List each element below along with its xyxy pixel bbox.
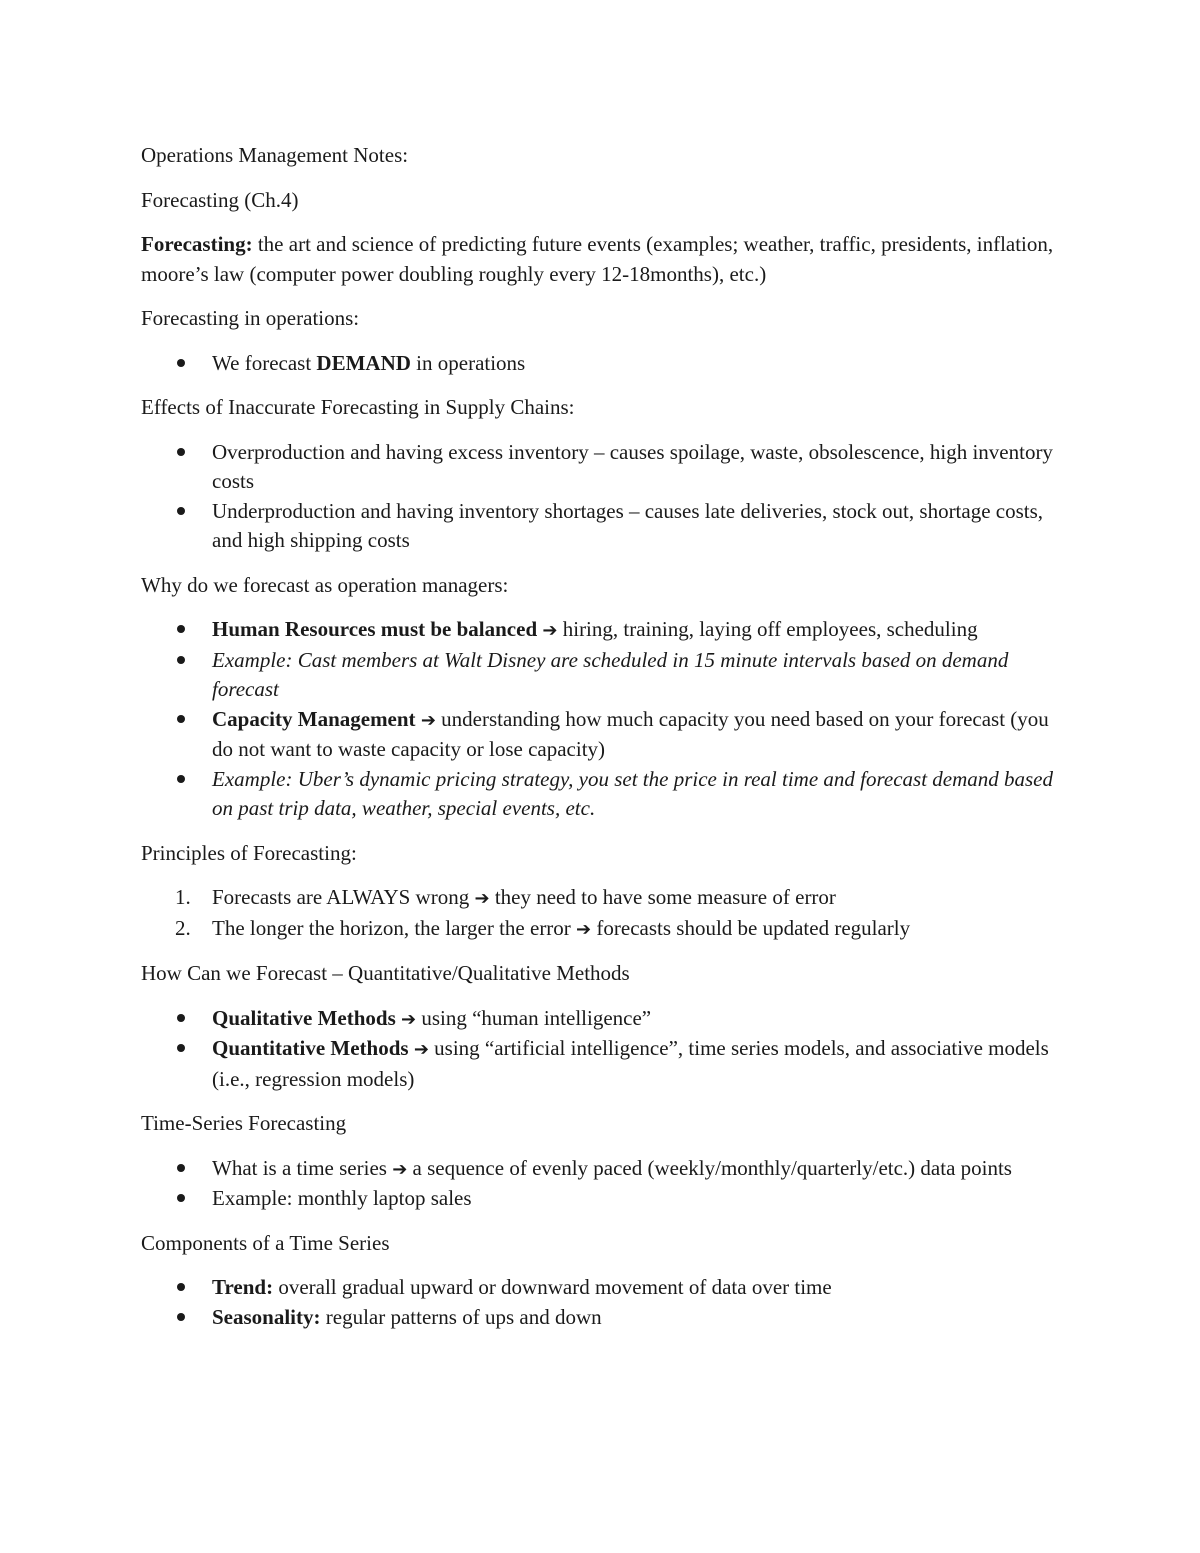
chapter-heading: Forecasting (Ch.4) (141, 187, 299, 212)
list-item: Overproduction and having excess inventory – causes spoilage, waste, obsolescence, high inventory costs (141, 438, 1066, 497)
list-item: Qualitative Methods ➔ using “human intelligence” (141, 1004, 1066, 1035)
list-item: Human Resources must be balanced ➔ hiring, training, laying off employees, scheduling (141, 615, 1066, 646)
list-item: We forecast DEMAND in operations (141, 349, 1066, 379)
list-item: 1. Forecasts are ALWAYS wrong ➔ they need to have some measure of error (175, 885, 836, 909)
arrow-icon: ➔ (420, 709, 436, 731)
list-item: What is a time series ➔ a sequence of evenly paced (weekly/monthly/quarterly/etc.) data points (141, 1154, 1066, 1185)
section-heading-methods: How Can we Forecast – Quantitative/Qualitative Methods (141, 961, 630, 985)
section-heading-components: Components of a Time Series (141, 1230, 390, 1255)
document-title: Operations Management Notes: (141, 143, 409, 167)
arrow-icon: ➔ (576, 918, 592, 940)
list-item: Example: Cast members at Walt Disney are scheduled in 15 minute intervals based on demand forecast (141, 646, 1066, 705)
time-series-list (141, 1154, 1066, 1214)
arrow-icon: ➔ (474, 888, 490, 909)
section-heading-effects: Effects of Inaccurate Forecasting in Supply Chains: (141, 395, 575, 419)
arrow-icon: ➔ (392, 1158, 408, 1180)
methods-list (141, 1004, 1066, 1095)
list-item: Example: Uber’s dynamic pricing strategy, you set the price in real time and forecast demand based on past trip data, weather, special events, etc. (141, 765, 1066, 824)
arrow-icon: ➔ (542, 620, 558, 641)
arrow-icon: ➔ (413, 1039, 429, 1060)
definition-text: the art and science of predicting future events (examples; weather, traffic, presidents, inflation, moore’s law (computer power doubling roughly every 12-18months), etc.) (141, 232, 1054, 286)
forecasting-definition (141, 230, 1066, 289)
arrow-icon: ➔ (401, 1008, 417, 1030)
principles-list (141, 883, 1066, 944)
list-item: Trend: overall gradual upward or downward movement of data over time (141, 1273, 1066, 1303)
section-heading-in-operations: Forecasting in operations: (141, 306, 360, 330)
definition-term: Forecasting: (141, 232, 253, 256)
list-item: Underproduction and having inventory shortages – causes late deliveries, stock out, shortage costs, and high shipping costs (141, 497, 1066, 556)
list-item: Seasonality: regular patterns of ups and down (141, 1303, 1066, 1333)
list-item: Capacity Management ➔ understanding how much capacity you need based on your forecast (you do not want to waste capacity or lose capacity) (141, 705, 1066, 765)
effects-list (141, 438, 1066, 556)
list-item: Example: monthly laptop sales (141, 1184, 1066, 1214)
components-list (141, 1273, 1066, 1332)
in-operations-list (141, 349, 1066, 379)
section-heading-why: Why do we forecast as operation managers: (141, 572, 509, 597)
section-heading-time-series: Time-Series Forecasting (141, 1111, 347, 1135)
list-item: Quantitative Methods ➔ using “artificial intelligence”, time series models, and associative models (i.e., regression models) (141, 1034, 1066, 1094)
list-item: 2. The longer the horizon, the larger the error ➔ forecasts should be updated regularly (175, 915, 911, 940)
document-body (141, 141, 1066, 1347)
why-list (141, 615, 1066, 824)
section-heading-principles: Principles of Forecasting: (141, 840, 357, 865)
